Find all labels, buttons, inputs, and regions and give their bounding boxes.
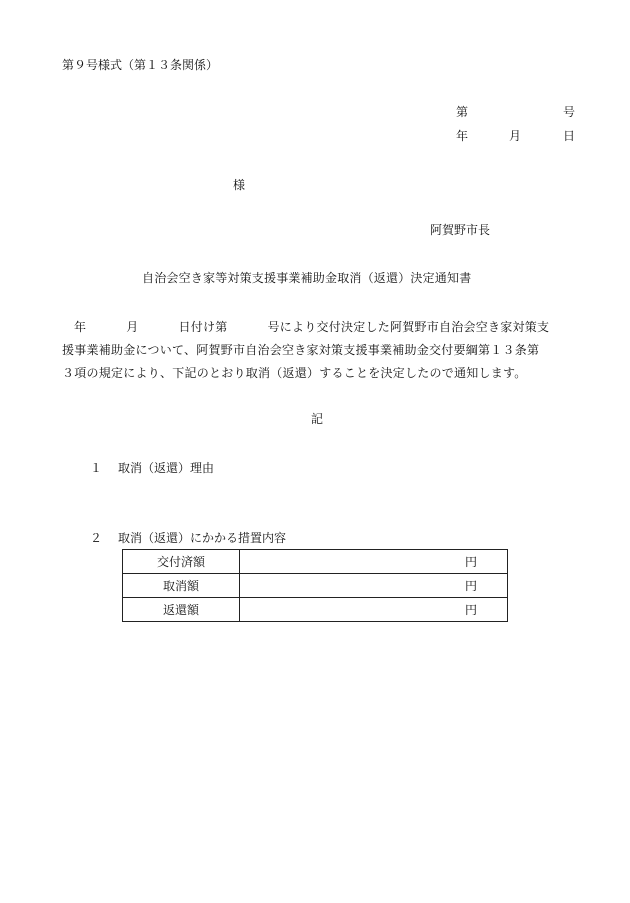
document-title: 自治会空き家等対策支援事業補助金取消（返還）決定通知書 bbox=[142, 271, 472, 285]
table-row bbox=[123, 598, 508, 622]
row-unit: 円 bbox=[240, 574, 508, 598]
body-line1-rest: 号により交付決定した阿賀野市自治会空き家対策支 bbox=[267, 320, 550, 334]
item-number: １ bbox=[90, 461, 103, 475]
body-line-3: ３項の規定により、下記のとおり取消（返還）することを決定したので通知します。 bbox=[62, 366, 527, 380]
row-unit: 円 bbox=[240, 550, 508, 574]
row-label: 取消額 bbox=[123, 574, 240, 598]
row-label: 交付済額 bbox=[123, 550, 240, 574]
date-month: 月 bbox=[509, 129, 522, 143]
item-measures bbox=[90, 530, 286, 546]
date-year: 年 bbox=[456, 129, 469, 143]
reference-suffix: 号 bbox=[563, 105, 576, 119]
date-day: 日 bbox=[563, 129, 576, 143]
body-date-month: 月 bbox=[126, 320, 139, 334]
row-unit: 円 bbox=[240, 598, 508, 622]
body-line-2: 援事業補助金について、阿賀野市自治会空き家対策支援事業補助金交付要綱第１３条第 bbox=[62, 343, 540, 357]
ki-heading: 記 bbox=[311, 412, 324, 426]
reference-prefix: 第 bbox=[456, 105, 469, 119]
amounts-table bbox=[122, 549, 508, 622]
item-number: ２ bbox=[90, 531, 103, 545]
addressee-suffix: 様 bbox=[233, 178, 246, 192]
item-reason bbox=[90, 460, 214, 476]
item-label: 取消（返還）にかかる措置内容 bbox=[118, 531, 287, 545]
item-label: 取消（返還）理由 bbox=[118, 461, 215, 475]
table-row bbox=[123, 550, 508, 574]
notice-body bbox=[62, 316, 582, 385]
table-row bbox=[123, 574, 508, 598]
issuer: 阿賀野市長 bbox=[430, 223, 491, 237]
row-label: 返還額 bbox=[123, 598, 240, 622]
body-line-1 bbox=[62, 316, 582, 339]
form-number: 第９号様式（第１３条関係） bbox=[62, 58, 219, 72]
body-date-year: 年 bbox=[74, 320, 87, 334]
body-date-day-ref: 日付け第 bbox=[178, 320, 228, 334]
